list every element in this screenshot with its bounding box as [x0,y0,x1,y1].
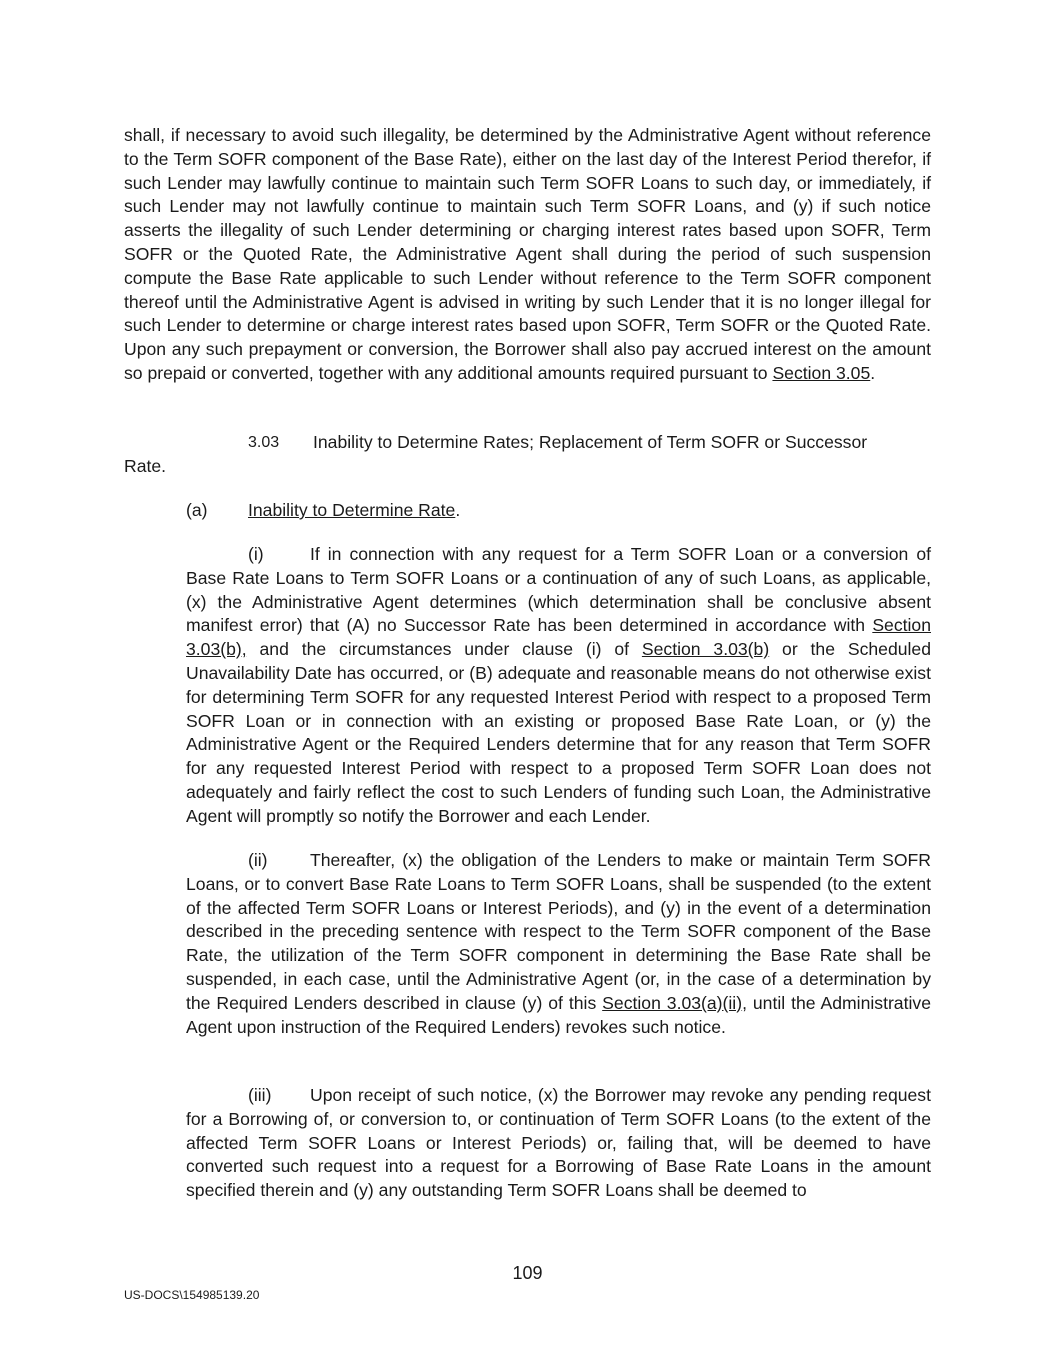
section-title-continuation: Rate. [124,456,167,476]
paragraph-text: shall, if necessary to avoid such illegality, be determined by the Administrative Agent without reference to the Term SOFR component of the Base Rate), either on the last day of the Interest Period therefor, if such Lender may lawfully continue to maintain such Term SOFR Loans to such day, or immediately, if such Lender may not lawfully continue to maintain such Term SOFR Loans, and (y) if such notice asserts the illegality of such Lender determining or charging interest rates based upon SOFR, Term SOFR or the Quoted Rate, the Administrative Agent shall during the period of such suspension compute the Base Rate applicable to such Lender without reference to the Term SOFR component thereof until the Administrative Agent is advised in writing by such Lender that it is no longer illegal for such Lender to determine or charge interest rates based upon SOFR, Term SOFR or the Quoted Rate. Upon any such prepayment or conversion, the Borrower shall also pay accrued interest on the amount so prepaid or converted, together with any additional amounts required pursuant to [124,125,931,383]
section-title: Inability to Determine Rates; Replacement of Term SOFR or Successor [313,432,868,452]
clause-text: , until the Administrative Agent upon instruction of the Required Lenders) revokes such notice. [186,992,931,1037]
clause-item [186,1084,931,1203]
clause-marker: (ii) [248,850,268,870]
section-reference-link: Section 3.03(b) [641,639,770,660]
subsection-label: (a) [186,500,208,520]
clause-text: and the circumstances under clause (i) of [246,639,642,660]
clause-text: Thereafter, (x) the obligation of the Lenders to make or maintain Term SOFR Loans, or to convert Base Rate Loans to Term SOFR Loans, shall be suspended (to the extent of the affected Term SOFR Loans or Interest Periods), and (y) in the event of a determination described in the preceding sentence with respect to the Term SOFR component of the Base Rate, the utilization of the Term SOFR component in determining the Base Rate shall be suspended, in each case, until the Administrative Agent (or, in the case of a determination by the Required Lenders described in clause (y) of this [186,850,931,1013]
section-number: 3.03 [248,434,280,451]
section-reference-link: Section 3.05 [772,362,871,383]
clause-marker: (i) [248,544,264,564]
subsection-title: Inability to Determine Rate [248,500,456,520]
clause-item [186,543,931,829]
section-reference-link: Section 3.03(a)(ii) [602,992,743,1013]
clause-marker: (iii) [248,1085,272,1105]
clause-text: If in connection with any request for a Term SOFR Loan or a conversion of Base Rate Loans to Term SOFR Loans or a continuation of any of such Loans, as applicable, (x) the Administrative Agent determines (which determination shall be conclusive absent manifest error) that (A) no Successor Rate has been determined in accordance with [186,544,931,636]
clause-text: or the Scheduled Unavailability Date has occurred, or (B) adequate and reasonable means do not otherwise exist for determining Term SOFR for any requested Interest Period with respect to a proposed Term SOFR Loan or in connection with an existing or proposed Base Rate Loan, or (y) the Administrative Agent or the Required Lenders determine that for any reason that Term SOFR for any requested Interest Period with respect to a proposed Term SOFR Loan does not adequately and fairly reflect the cost to such Lenders of funding such Loan, the Administrative Agent will promptly so notify the Borrower and each Lender. [186,639,932,826]
clause-text: Upon receipt of such notice, (x) the Borrower may revoke any pending request for a Borrowing of, or conversion to, or continuation of Term SOFR Loans (to the extent of the affected Term SOFR Loans or Interest Periods) or, failing that, will be deemed to have converted such request into a request for a Borrowing of Base Rate Loans in the amount specified therein and (y) any outstanding Term SOFR Loans shall be deemed to [186,1085,931,1201]
paragraph-end: . [870,362,876,383]
clause-item [186,849,931,1039]
section-reference-link: Section 3.03(b), [186,615,931,660]
body-paragraph [124,124,931,386]
page-number: 109 [512,1263,543,1283]
document-id: US-DOCS\154985139.20 [124,1288,260,1302]
subsection-title-end: . [455,500,461,520]
